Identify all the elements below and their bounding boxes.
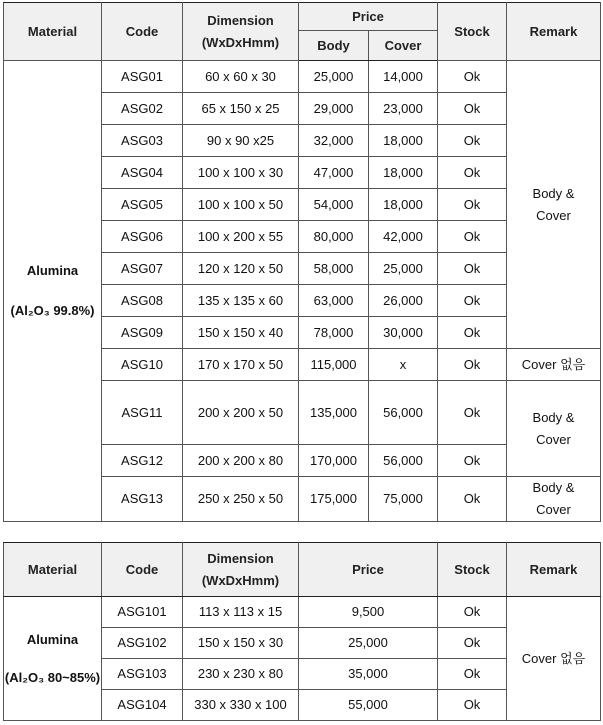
body-price-cell: 175,000 xyxy=(299,477,369,522)
cover-price-cell: 25,000 xyxy=(369,253,438,285)
code-cell: ASG07 xyxy=(102,253,183,285)
stock-cell: Ok xyxy=(438,253,507,285)
material-name: Alumina xyxy=(26,263,79,278)
header-dimension-line2: (WxDxHmm) xyxy=(201,572,280,588)
cover-price-cell: 18,000 xyxy=(369,157,438,189)
remark-line: Body & xyxy=(532,480,575,495)
header-code: Code xyxy=(102,3,183,61)
code-cell: ASG05 xyxy=(102,189,183,221)
dimension-cell: 65 x 150 x 25 xyxy=(183,93,299,125)
stock-cell: Ok xyxy=(438,628,507,659)
cover-price-cell: 14,000 xyxy=(369,61,438,93)
cover-price-cell: 42,000 xyxy=(369,221,438,253)
dimension-cell: 100 x 100 x 50 xyxy=(183,189,299,221)
material-purity: (Al₂O₃ 80~85%) xyxy=(4,669,101,685)
body-price-cell: 170,000 xyxy=(299,445,369,477)
code-cell: ASG02 xyxy=(102,93,183,125)
cover-price-cell: 56,000 xyxy=(369,445,438,477)
code-cell: ASG08 xyxy=(102,285,183,317)
material-purity: (Al₂O₃ 99.8%) xyxy=(10,303,95,318)
stock-cell: Ok xyxy=(438,381,507,445)
stock-cell: Ok xyxy=(438,221,507,253)
dimension-cell: 150 x 150 x 40 xyxy=(183,317,299,349)
body-price-cell: 115,000 xyxy=(299,349,369,381)
header-dimension xyxy=(183,3,299,61)
header-price: Price xyxy=(299,543,438,597)
dimension-cell: 113 x 113 x 15 xyxy=(183,597,299,628)
code-cell: ASG10 xyxy=(102,349,183,381)
body-price-cell: 58,000 xyxy=(299,253,369,285)
header-material: Material xyxy=(4,543,102,597)
stock-cell: Ok xyxy=(438,285,507,317)
code-cell: ASG06 xyxy=(102,221,183,253)
stock-cell: Ok xyxy=(438,157,507,189)
body-price-cell: 32,000 xyxy=(299,125,369,157)
header-remark: Remark xyxy=(507,543,601,597)
material-name: Alumina xyxy=(26,631,79,647)
dimension-cell: 90 x 90 x25 xyxy=(183,125,299,157)
price-cell: 9,500 xyxy=(299,597,438,628)
dimension-cell: 150 x 150 x 30 xyxy=(183,628,299,659)
remark-cell xyxy=(507,381,601,477)
remark-cell xyxy=(507,61,601,349)
body-price-cell: 25,000 xyxy=(299,61,369,93)
code-cell: ASG11 xyxy=(102,381,183,445)
dimension-cell: 330 x 330 x 100 xyxy=(183,690,299,721)
remark-line: Cover xyxy=(536,431,571,447)
body-price-cell: 135,000 xyxy=(299,381,369,445)
cover-price-cell: 18,000 xyxy=(369,125,438,157)
remark-line: Cover xyxy=(536,207,571,223)
code-cell: ASG12 xyxy=(102,445,183,477)
header-cover: Cover xyxy=(369,31,438,61)
body-price-cell: 29,000 xyxy=(299,93,369,125)
header-material: Material xyxy=(4,3,102,61)
dimension-cell: 200 x 200 x 80 xyxy=(183,445,299,477)
header-dimension-line2: (WxDxHmm) xyxy=(201,34,280,50)
header-dimension-line1: Dimension xyxy=(207,12,274,28)
code-cell: ASG103 xyxy=(102,659,183,690)
code-cell: ASG104 xyxy=(102,690,183,721)
dimension-cell: 230 x 230 x 80 xyxy=(183,659,299,690)
remark-line: Cover xyxy=(536,502,571,517)
remark-cell: Cover 없음 xyxy=(507,349,601,381)
cover-price-cell: 18,000 xyxy=(369,189,438,221)
remark-cell: Cover 없음 xyxy=(507,597,601,721)
body-price-cell: 78,000 xyxy=(299,317,369,349)
stock-cell: Ok xyxy=(438,690,507,721)
material-cell xyxy=(4,597,102,721)
body-price-cell: 47,000 xyxy=(299,157,369,189)
header-body: Body xyxy=(299,31,369,61)
cover-price-cell: 26,000 xyxy=(369,285,438,317)
body-price-cell: 54,000 xyxy=(299,189,369,221)
dimension-cell: 250 x 250 x 50 xyxy=(183,477,299,522)
price-cell: 25,000 xyxy=(299,628,438,659)
dimension-cell: 100 x 200 x 55 xyxy=(183,221,299,253)
code-cell: ASG03 xyxy=(102,125,183,157)
code-cell: ASG102 xyxy=(102,628,183,659)
body-price-cell: 80,000 xyxy=(299,221,369,253)
header-dimension-line1: Dimension xyxy=(207,550,274,566)
stock-cell: Ok xyxy=(438,477,507,522)
cover-price-cell: x xyxy=(369,349,438,381)
cover-price-cell: 75,000 xyxy=(369,477,438,522)
table-row xyxy=(4,597,601,628)
dimension-cell: 60 x 60 x 30 xyxy=(183,61,299,93)
code-cell: ASG04 xyxy=(102,157,183,189)
code-cell: ASG01 xyxy=(102,61,183,93)
cover-price-cell: 30,000 xyxy=(369,317,438,349)
cover-price-cell: 23,000 xyxy=(369,93,438,125)
stock-cell: Ok xyxy=(438,659,507,690)
price-cell: 35,000 xyxy=(299,659,438,690)
material-cell xyxy=(4,61,102,522)
remark-line: Body & xyxy=(532,185,575,201)
dimension-cell: 170 x 170 x 50 xyxy=(183,349,299,381)
header-price: Price xyxy=(299,3,438,31)
stock-cell: Ok xyxy=(438,61,507,93)
remark-line: Body & xyxy=(532,409,575,425)
body-price-cell: 63,000 xyxy=(299,285,369,317)
stock-cell: Ok xyxy=(438,349,507,381)
code-cell: ASG101 xyxy=(102,597,183,628)
stock-cell: Ok xyxy=(438,125,507,157)
dimension-cell: 200 x 200 x 50 xyxy=(183,381,299,445)
price-table-80-85 xyxy=(3,542,601,721)
header-remark: Remark xyxy=(507,3,601,61)
header-dimension xyxy=(183,543,299,597)
header-stock: Stock xyxy=(438,3,507,61)
stock-cell: Ok xyxy=(438,189,507,221)
stock-cell: Ok xyxy=(438,317,507,349)
dimension-cell: 135 x 135 x 60 xyxy=(183,285,299,317)
cover-price-cell: 56,000 xyxy=(369,381,438,445)
code-cell: ASG09 xyxy=(102,317,183,349)
stock-cell: Ok xyxy=(438,445,507,477)
header-stock: Stock xyxy=(438,543,507,597)
stock-cell: Ok xyxy=(438,597,507,628)
code-cell: ASG13 xyxy=(102,477,183,522)
stock-cell: Ok xyxy=(438,93,507,125)
price-table-998 xyxy=(3,2,601,522)
remark-cell xyxy=(507,477,601,522)
price-cell: 55,000 xyxy=(299,690,438,721)
dimension-cell: 120 x 120 x 50 xyxy=(183,253,299,285)
dimension-cell: 100 x 100 x 30 xyxy=(183,157,299,189)
header-code: Code xyxy=(102,543,183,597)
table-row xyxy=(4,61,601,93)
